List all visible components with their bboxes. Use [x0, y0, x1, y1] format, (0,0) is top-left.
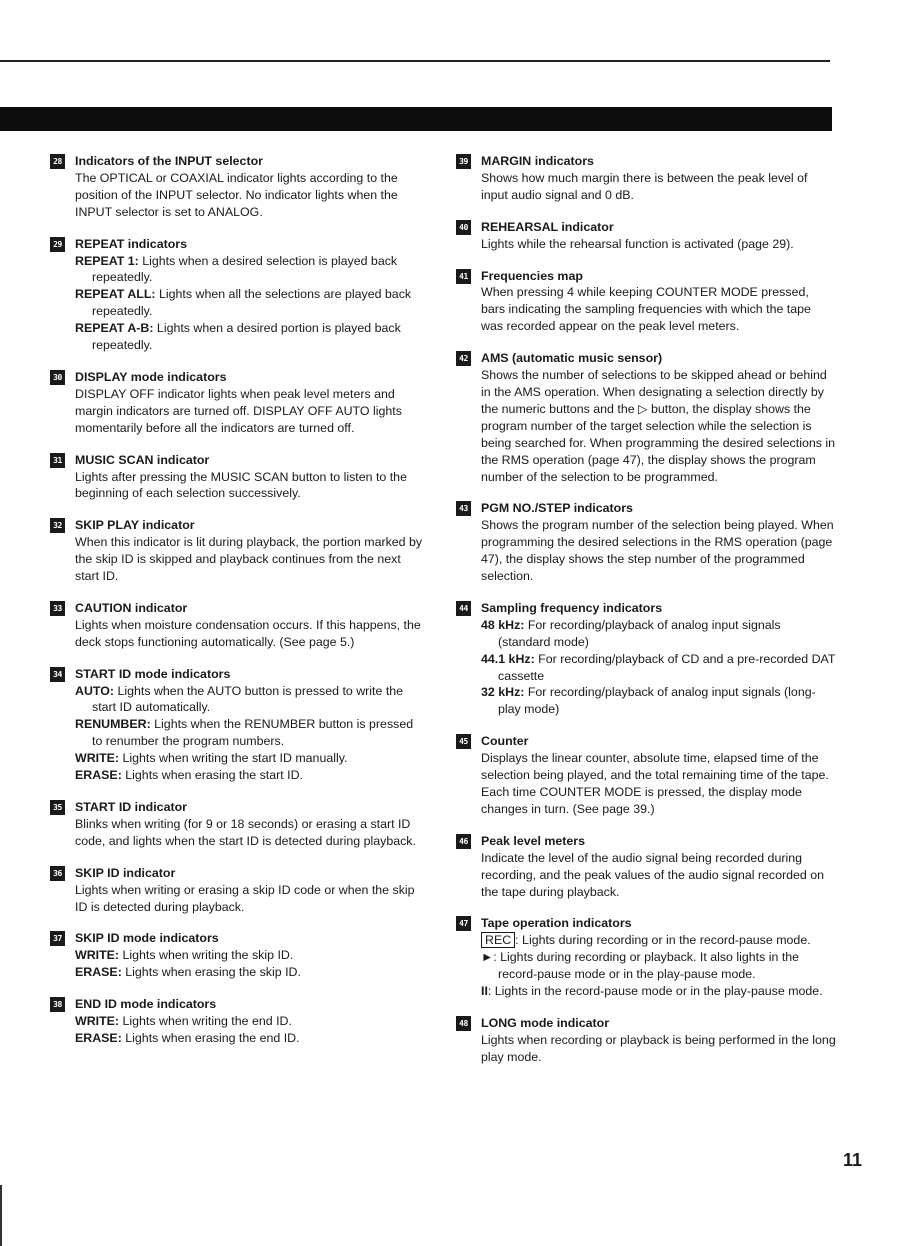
item-number-badge: 32: [50, 518, 65, 533]
indicator-item-36: [50, 865, 425, 916]
subentry-term: 32 kHz:: [481, 685, 525, 700]
item-subentry: [481, 932, 836, 949]
subentry-text: Lights when writing the start ID manually.: [119, 751, 348, 766]
item-body: [481, 733, 836, 818]
item-title: PGM NO./STEP indicators: [481, 501, 633, 516]
item-number-badge: 38: [50, 997, 65, 1012]
item-body: [481, 500, 836, 585]
item-description: When pressing 4 while keeping COUNTER MODE pressed, bars indicating the sampling frequencies with which the tape was recorded appear on the peak level meters.: [481, 285, 811, 334]
item-number-badge: 42: [456, 351, 471, 366]
indicator-item-35: [50, 799, 425, 850]
header-band: [0, 107, 832, 131]
item-title: CAUTION indicator: [75, 600, 188, 615]
subentry-term: II: [481, 984, 488, 999]
indicator-item-34: [50, 666, 425, 784]
item-number-badge: 28: [50, 154, 65, 169]
item-title: Counter: [481, 734, 529, 749]
item-subentry: [481, 651, 836, 685]
item-subentry: [75, 1030, 425, 1047]
item-title: DISPLAY mode indicators: [75, 369, 227, 384]
item-subentry: [481, 983, 836, 1000]
item-title: Tape operation indicators: [481, 916, 632, 931]
item-number-badge: 46: [456, 834, 471, 849]
item-title: MUSIC SCAN indicator: [75, 452, 210, 467]
indicator-item-41: [456, 268, 836, 336]
item-title: AMS (automatic music sensor): [481, 351, 663, 366]
subentry-term: REPEAT ALL:: [75, 287, 156, 302]
left-column: [50, 153, 425, 1062]
subentry-term: RENUMBER:: [75, 717, 151, 732]
indicator-item-43: [456, 500, 836, 585]
item-title: START ID indicator: [75, 800, 187, 814]
subentry-term: REPEAT A-B:: [75, 321, 154, 336]
item-number-badge: 44: [456, 601, 471, 616]
subentry-text: Lights when all the selections are played back repeatedly.: [92, 287, 412, 319]
item-number-badge: 34: [50, 667, 65, 682]
item-body: [75, 996, 425, 1047]
subentry-term: ►: [481, 950, 494, 965]
item-title: Frequencies map: [481, 268, 583, 283]
subentry-text: Lights when the AUTO button is pressed to write the start ID automatically.: [92, 683, 404, 715]
item-description: Shows the number of selections to be skipped ahead or behind in the AMS operation. When designating a selection directly by the numeric buttons and the ▷ button, the display shows the program number of the target selection while the selection is being searched for. When programming the desired selections in the RMS operation (page 47), the display shows the program number of the selection to be programmed.: [481, 368, 836, 484]
subentry-term: WRITE:: [75, 751, 120, 766]
subentry-text: For recording/playback of analog input signals (long-play mode): [498, 685, 816, 717]
top-rule: [0, 60, 830, 62]
item-body: [481, 833, 836, 901]
item-number-badge: 30: [50, 370, 65, 385]
subentry-term: 44.1 kHz:: [481, 651, 535, 666]
indicator-item-48: [456, 1015, 836, 1066]
item-title: SKIP PLAY indicator: [75, 518, 195, 533]
item-number-badge: 43: [456, 501, 471, 516]
page-number: 11: [843, 1150, 863, 1170]
item-subentry: [75, 320, 425, 354]
item-subentry: [75, 947, 425, 964]
item-subentry: [75, 683, 425, 717]
indicator-item-30: [50, 369, 425, 437]
item-title: Peak level meters: [481, 833, 586, 848]
item-body: [481, 600, 836, 718]
item-number-badge: 41: [456, 269, 471, 284]
subentry-text: Lights when erasing the start ID.: [121, 768, 303, 783]
indicator-item-47: [456, 915, 836, 1000]
subentry-text: : Lights in the record-pause mode or in the play-pause mode.: [487, 984, 823, 999]
item-description: Shows the program number of the selection being played. When programming the desired selections in the RMS operation (page 47), the display shows the step number of the programmed selection.: [481, 518, 834, 584]
indicator-item-31: [50, 452, 425, 503]
item-description: Lights when moisture condensation occurs. If this happens, the deck stops functioning automatically. (See page 5.): [75, 617, 421, 649]
subentry-text: Lights when a desired portion is played back repeatedly.: [92, 321, 401, 353]
item-description: When this indicator is lit during playback, the portion marked by the skip ID is skipped and playback continues from the next start ID.: [75, 535, 423, 584]
item-body: [75, 930, 425, 981]
subentry-text: Lights when a desired selection is played back repeatedly.: [92, 253, 398, 285]
item-body: [75, 517, 425, 585]
item-description: Blinks when writing (for 9 or 18 seconds) or erasing a start ID code, and lights when the start ID is detected during playback.: [75, 816, 416, 848]
item-title: Indicators of the INPUT selector: [75, 154, 263, 168]
left-edge-line: [0, 1185, 2, 1246]
item-description: Lights while the rehearsal function is activated (page 29).: [481, 236, 794, 251]
item-body: [481, 219, 836, 253]
item-body: [75, 369, 425, 437]
item-number-badge: 35: [50, 800, 65, 815]
item-title: REPEAT indicators: [75, 236, 187, 251]
item-subentry: [75, 286, 425, 320]
item-title: SKIP ID indicator: [75, 865, 176, 880]
subentry-text: Lights when writing the skip ID.: [119, 948, 294, 963]
indicator-item-42: [456, 350, 836, 485]
item-body: [75, 666, 425, 784]
item-title: LONG mode indicator: [481, 1015, 610, 1030]
indicator-item-39: [456, 153, 836, 204]
subentry-text: Lights when writing the end ID.: [119, 1014, 292, 1029]
item-body: [481, 915, 836, 1000]
subentry-text: For recording/playback of CD and a pre-recorded DAT cassette: [498, 651, 836, 683]
item-number-badge: 37: [50, 931, 65, 946]
item-subentry: [481, 684, 836, 718]
subentry-text: : Lights during recording or playback. It also lights in the record-pause mode or in the play-pause mode.: [493, 950, 800, 982]
item-body: [481, 268, 836, 336]
item-title: REHEARSAL indicator: [481, 219, 614, 234]
right-column: [456, 153, 836, 1081]
item-number-badge: 40: [456, 220, 471, 235]
indicator-item-29: [50, 236, 425, 354]
subentry-term: WRITE:: [75, 948, 120, 963]
subentry-term: REPEAT 1:: [75, 253, 139, 268]
item-number-badge: 36: [50, 866, 65, 881]
item-subentry: [75, 716, 425, 750]
indicator-item-38: [50, 996, 425, 1047]
item-title: SKIP ID mode indicators: [75, 931, 219, 946]
subentry-text: For recording/playback of analog input signals (standard mode): [498, 617, 781, 649]
subentry-text: Lights when the RENUMBER button is pressed to renumber the program numbers.: [92, 717, 414, 749]
item-number-badge: 33: [50, 601, 65, 616]
item-body: [75, 236, 425, 354]
item-description: The OPTICAL or COAXIAL indicator lights according to the position of the INPUT selector. No indicator lights when the INPUT selector is set to ANALOG.: [75, 170, 398, 219]
item-subentry: [481, 617, 836, 651]
indicator-item-37: [50, 930, 425, 981]
item-subentry: [75, 767, 425, 784]
item-body: [75, 153, 425, 221]
item-body: [481, 153, 836, 204]
item-title: START ID mode indicators: [75, 666, 231, 681]
indicator-item-40: [456, 219, 836, 253]
item-description: Lights when writing or erasing a skip ID code or when the skip ID is detected during playback.: [75, 882, 415, 914]
subentry-term: ERASE:: [75, 965, 122, 980]
subentry-term: ERASE:: [75, 768, 122, 783]
indicator-item-33: [50, 600, 425, 651]
item-body: [75, 600, 425, 651]
item-subentry: [75, 1013, 425, 1030]
subentry-term: WRITE:: [75, 1014, 120, 1029]
item-number-badge: 39: [456, 154, 471, 169]
item-body: [481, 350, 836, 485]
item-body: [75, 452, 425, 503]
item-description: Lights when recording or playback is being performed in the long play mode.: [481, 1032, 836, 1064]
subentry-text: : Lights during recording or in the record-pause mode.: [515, 933, 811, 948]
indicator-item-28: [50, 153, 425, 221]
subentry-term: AUTO:: [75, 683, 115, 698]
item-body: [75, 865, 425, 916]
subentry-term: REC: [481, 932, 515, 948]
indicator-item-32: [50, 517, 425, 585]
item-subentry: [481, 949, 836, 983]
item-description: Displays the linear counter, absolute time, elapsed time of the selection being played, and the total remaining time of the tape. Each time COUNTER MODE is pressed, the display mode changes in turn. (See page 39.): [481, 751, 829, 816]
item-description: Lights after pressing the MUSIC SCAN button to listen to the beginning of each selection successively.: [75, 469, 407, 501]
item-description: Indicate the level of the audio signal being recorded during recording, and the peak values of the audio signal recorded on the tape during playback.: [481, 850, 825, 899]
indicator-item-45: [456, 733, 836, 818]
item-subentry: [75, 964, 425, 981]
item-number-badge: 29: [50, 237, 65, 252]
item-number-badge: 47: [456, 916, 471, 931]
item-body: [75, 799, 425, 850]
item-body: [481, 1015, 836, 1066]
subentry-term: ERASE:: [75, 1030, 122, 1045]
item-number-badge: 48: [456, 1016, 471, 1031]
item-subentry: [75, 253, 425, 287]
item-title: Sampling frequency indicators: [481, 600, 663, 615]
item-description: DISPLAY OFF indicator lights when peak level meters and margin indicators are turned off. DISPLAY OFF AUTO lights momentarily before all the indicators are turned off.: [75, 386, 402, 435]
indicator-item-44: [456, 600, 836, 718]
item-title: MARGIN indicators: [481, 154, 594, 168]
item-subentry: [75, 750, 425, 767]
item-number-badge: 45: [456, 734, 471, 749]
indicator-item-46: [456, 833, 836, 901]
item-description: Shows how much margin there is between the peak level of input audio signal and 0 dB.: [481, 170, 808, 202]
subentry-text: Lights when erasing the skip ID.: [121, 965, 301, 980]
subentry-term: 48 kHz:: [481, 617, 525, 632]
subentry-text: Lights when erasing the end ID.: [121, 1030, 300, 1045]
item-title: END ID mode indicators: [75, 997, 217, 1012]
item-number-badge: 31: [50, 453, 65, 468]
